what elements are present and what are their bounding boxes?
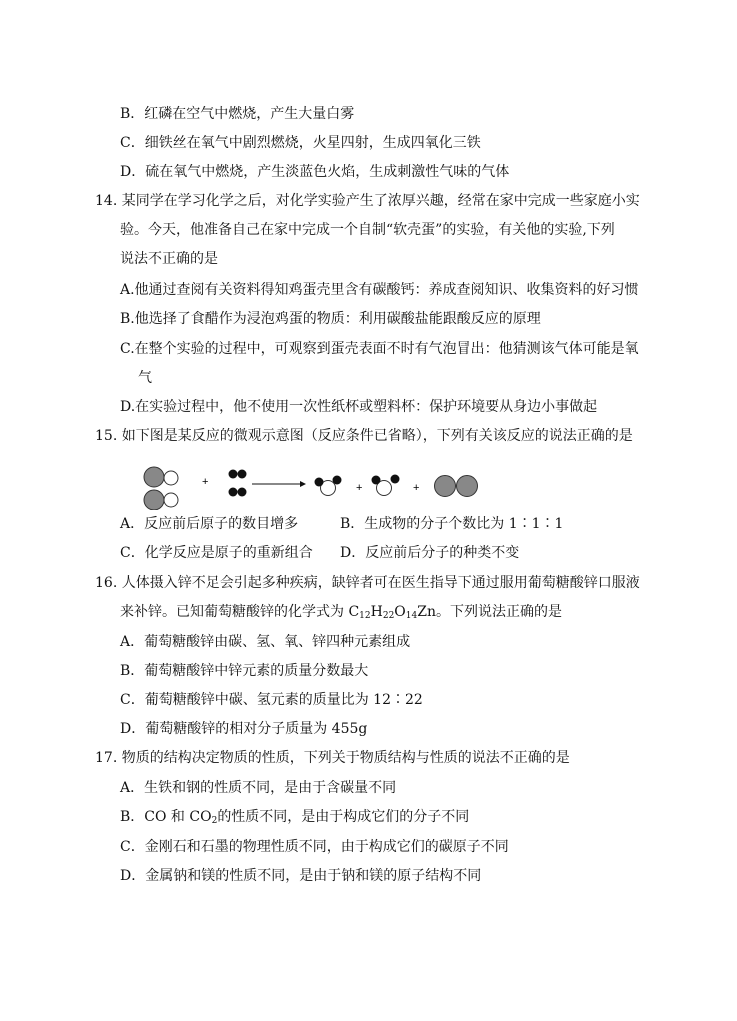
q16-option-c: C．葡萄糖酸锌中碳、氢元素的质量比为 12∶22: [120, 692, 423, 708]
q16-stem-line2: 来补锌。已知葡萄糖酸锌的化学式为 $C_{12}H_{22}O_{14}Zn$。下列说法正确的是: [120, 604, 562, 621]
q15-option-c: C．化学反应是原子的重新组合: [120, 545, 313, 561]
product-molecule-1: [315, 476, 342, 496]
q16-stem-line1: 16. 人体摄入锌不足会引起多种疾病，缺锌者可在医生指导下通过服用葡萄糖酸锌口服液: [95, 575, 640, 591]
q14-option-b: B.他选择了食醋作为浸泡鸡蛋的物质：利用碳酸盐能跟酸反应的原理: [120, 311, 541, 327]
reaction-micro-diagram: [140, 466, 490, 510]
q14-stem-line3: 说法不正确的是: [120, 251, 218, 267]
reactant-molecule-ab-bottom: [144, 490, 178, 510]
q13-option-b: B．红磷在空气中燃烧，产生大量白雾: [120, 106, 355, 122]
q16-option-b: B．葡萄糖酸锌中锌元素的质量分数最大: [120, 663, 369, 679]
q14-option-c-cont: 气: [138, 370, 152, 386]
reactant-molecule-cc-bottom: [229, 488, 247, 497]
plus-sign-3: +: [413, 482, 420, 494]
q14-option-d: D.在实验过程中，他不使用一次性纸杯或塑料杯：保护环境要从身边小事做起: [120, 399, 598, 415]
q13-option-d: D．硫在氧气中燃烧，产生淡蓝色火焰，生成刺激性气味的气体: [120, 164, 510, 180]
q13-option-c: C．细铁丝在氧气中剧烈燃烧，火星四射，生成四氧化三铁: [120, 135, 481, 151]
reactant-molecule-ab-top: [144, 467, 178, 487]
q15-stem: 15. 如下图是某反应的微观示意图（反应条件已省略），下列有关该反应的说法正确的是: [95, 428, 633, 444]
plus-sign-2: +: [356, 482, 363, 494]
q17-option-c: C．金刚石和石墨的物理性质不同，由于构成它们的碳原子不同: [120, 839, 509, 855]
q14-stem-line1: 14. 某同学在学习化学之后，对化学实验产生了浓厚兴趣，经常在家中完成一些家庭小实: [95, 193, 640, 209]
q17-stem: 17. 物质的结构决定物质的性质，下列关于物质结构与性质的说法不正确的是: [95, 750, 570, 766]
q14-option-a: A.他通过查阅有关资料得知鸡蛋壳里含有碳酸钙：养成查阅知识、收集资料的好习惯: [120, 282, 639, 298]
q17-option-d: D．金属钠和镁的性质不同，是由于钠和镁的原子结构不同: [120, 868, 482, 884]
product-molecule-3: [435, 476, 478, 497]
product-molecule-2: [372, 475, 400, 496]
q15-option-d: D．反应前后分子的种类不变: [340, 545, 520, 561]
q14-option-c: C.在整个实验的过程中，可观察到蛋壳表面不时有气泡冒出：他猜测该气体可能是氧: [120, 341, 639, 357]
plus-sign-1: +: [202, 476, 209, 488]
q14-stem-line2: 验。今天，他准备自己在家中完成一个自制“软壳蛋”的实验，有关他的实验,下列: [120, 222, 615, 238]
q16-option-a: A．葡萄糖酸锌由碳、氢、氧、锌四种元素组成: [120, 634, 411, 650]
q15-option-b: B．生成物的分子个数比为 1∶1∶1: [340, 516, 564, 532]
q17-option-b: B．CO 和 $CO_2$的性质不同，是由于构成它们的分子不同: [120, 809, 470, 826]
q15-option-a: A．反应前后原子的数目增多: [120, 516, 299, 532]
q16-option-d: D．葡萄糖酸锌的相对分子质量为 455g: [120, 721, 368, 737]
reactant-molecule-cc-top: [229, 470, 247, 479]
q17-option-a: A．生铁和钢的性质不同，是由于含碳量不同: [120, 780, 397, 796]
reaction-arrow: [252, 481, 306, 487]
